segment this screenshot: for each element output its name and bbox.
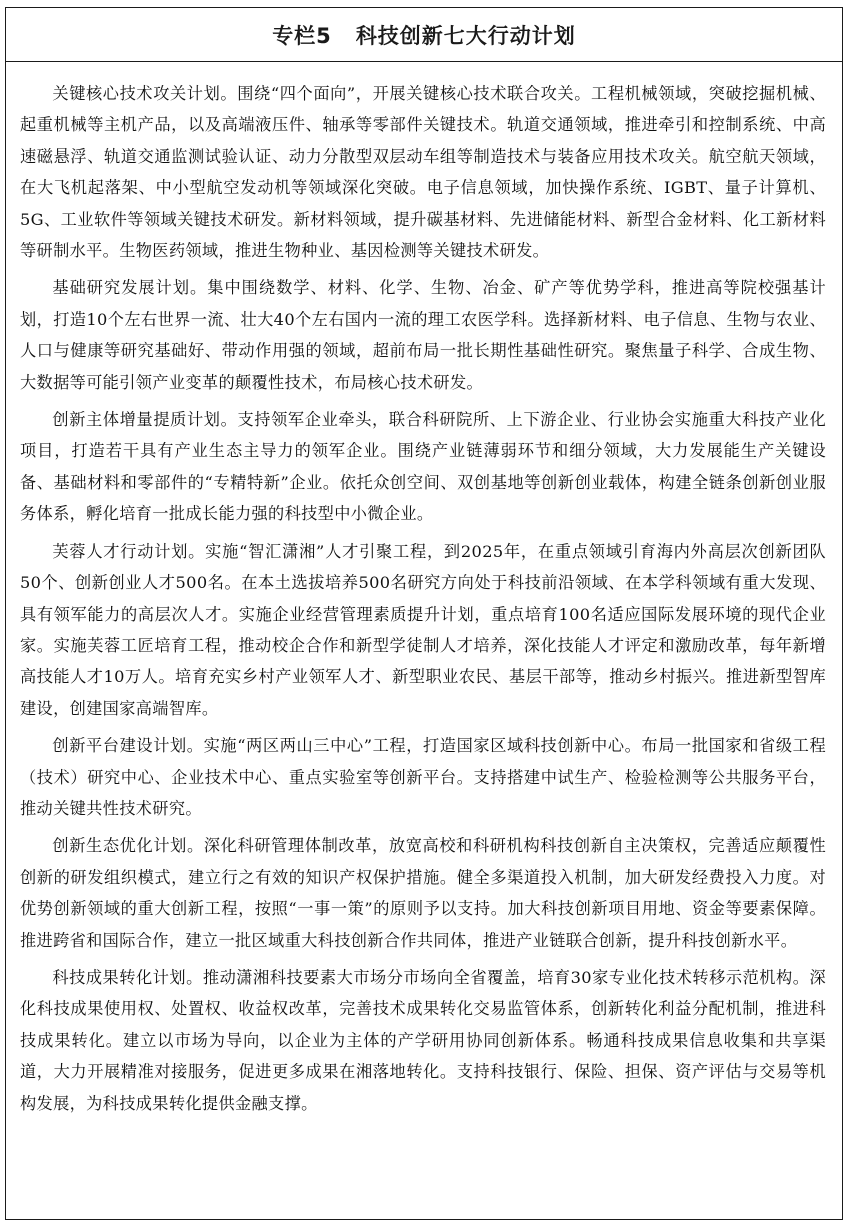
plan-body: 集中围绕数学、材料、化学、生物、冶金、矿产等优势学科，推进高等院校强基计划，打造10个左右世界一流、壮大40个左右国内一流的理工农医学科。选择新材料、电子信息、生物与农业、人口与健康等研究基础好、带动作用强的领域，超前布局一批长期性基础性研究。聚焦量子科学、合成生物、大数据等可能引领产业变革的颠覆性技术，布局核心技术研发。	[20, 278, 826, 392]
plan-heading: 创新主体增量提质计划。	[52, 410, 238, 430]
plan-body: 推动潇湘科技要素大市场分市场向全省覆盖，培育30家专业化技术转移示范机构。深化科技成果使用权、处置权、收益权改革，完善技术成果转化交易监管体系，创新转化利益分配机制，推进科技成果转化。建立以市场为导向，以企业为主体的产学研用协同创新体系。畅通科技成果信息收集和共享渠道，大力开展精准对接服务，促进更多成果在湘落地转化。支持科技银行、保险、担保、资产评估与交易等机构发展，为科技成果转化提供金融支撑。	[20, 967, 826, 1113]
plan-heading: 科技成果转化计划。	[52, 967, 203, 987]
plan-heading: 基础研究发展计划。	[52, 278, 208, 298]
plan-heading: 芙蓉人才行动计划。	[52, 541, 206, 561]
plan-paragraph-key-tech	[20, 78, 826, 266]
plan-paragraph-platforms	[20, 730, 826, 824]
plan-heading: 创新平台建设计划。	[52, 736, 204, 756]
column-number: 专栏5	[272, 23, 332, 48]
column-title	[6, 8, 842, 62]
plan-body: 深化科研管理体制改革，放宽高校和科研机构科技创新自主决策权，完善适应颠覆性创新的研发组织模式，建立行之有效的知识产权保护措施。健全多渠道投入机制，加大研发经费投入力度。对优势创新领域的重大创新工程，按照“一事一策”的原则予以支持。加大科技创新项目用地、资金等要素保障。推进跨省和国际合作，建立一批区域重大科技创新合作共同体，推进产业链联合创新，提升科技创新水平。	[20, 836, 826, 950]
plan-paragraph-tech-transfer	[20, 962, 826, 1119]
plan-paragraph-innovation-entities	[20, 404, 826, 530]
plan-paragraph-basic-research	[20, 272, 826, 398]
plan-paragraph-talent	[20, 536, 826, 724]
plan-body: 支持领军企业牵头，联合科研院所、上下游企业、行业协会实施重大科技产业化项目，打造若干具有产业生态主导力的领军企业。围绕产业链薄弱环节和细分领域，大力发展能生产关键设备、基础材料和零部件的“专精特新”企业。依托众创空间、双创基地等创新创业载体，构建全链条创新创业服务体系，孵化培育一批成长能力强的科技型中小微企业。	[20, 410, 826, 524]
plan-body: 围绕“四个面向”，开展关键核心技术联合攻关。工程机械领域，突破挖掘机械、起重机械等主机产品，以及高端液压件、轴承等零部件关键技术。轨道交通领域，推进牵引和控制系统、中高速磁悬浮、轨道交通监测试验认证、动力分散型双层动车组等制造技术与装备应用技术攻关。航空航天领域，在大飞机起落架、中小型航空发动机等领域深化突破。电子信息领域，加快操作系统、IGBT、量子计算机、5G、工业软件等领域关键技术研发。新材料领域，提升碳基材料、先进储能材料、新型合金材料、化工新材料等研制水平。生物医药领域，推进生物种业、基因检测等关键技术研发。	[20, 84, 826, 261]
column-heading: 科技创新七大行动计划	[355, 23, 576, 48]
plan-heading: 关键核心技术攻关计划。	[52, 84, 238, 103]
plan-body: 实施“智汇潇湘”人才引聚工程，到2025年，在重点领域引育海内外高层次创新团队50个、创新创业人才500名。在本土选拔培养500名研究方向处于科技前沿领域、在本学科领域有重大发现、具有领军能力的高层次人才。实施企业经营管理素质提升计划，重点培育100名适应国际发展环境的现代企业家。实施芙蓉工匠培育工程，推动校企合作和新型学徒制人才培养，深化技能人才评定和激励改革，每年新增高技能人才10万人。培育充实乡村产业领军人才、新型职业农民、基层干部等，推动乡村振兴。推进新型智库建设，创建国家高端智库。	[20, 541, 826, 718]
plan-body: 实施“两区两山三中心”工程，打造国家区域科技创新中心。布局一批国家和省级工程（技术）研究中心、企业技术中心、重点实验室等创新平台。支持搭建中试生产、检验检测等公共服务平台，推动关键共性技术研究。	[20, 736, 826, 818]
plan-paragraph-ecosystem	[20, 830, 826, 956]
column-box	[5, 7, 843, 1220]
column-content	[6, 62, 842, 1119]
plan-heading: 创新生态优化计划。	[52, 836, 204, 856]
